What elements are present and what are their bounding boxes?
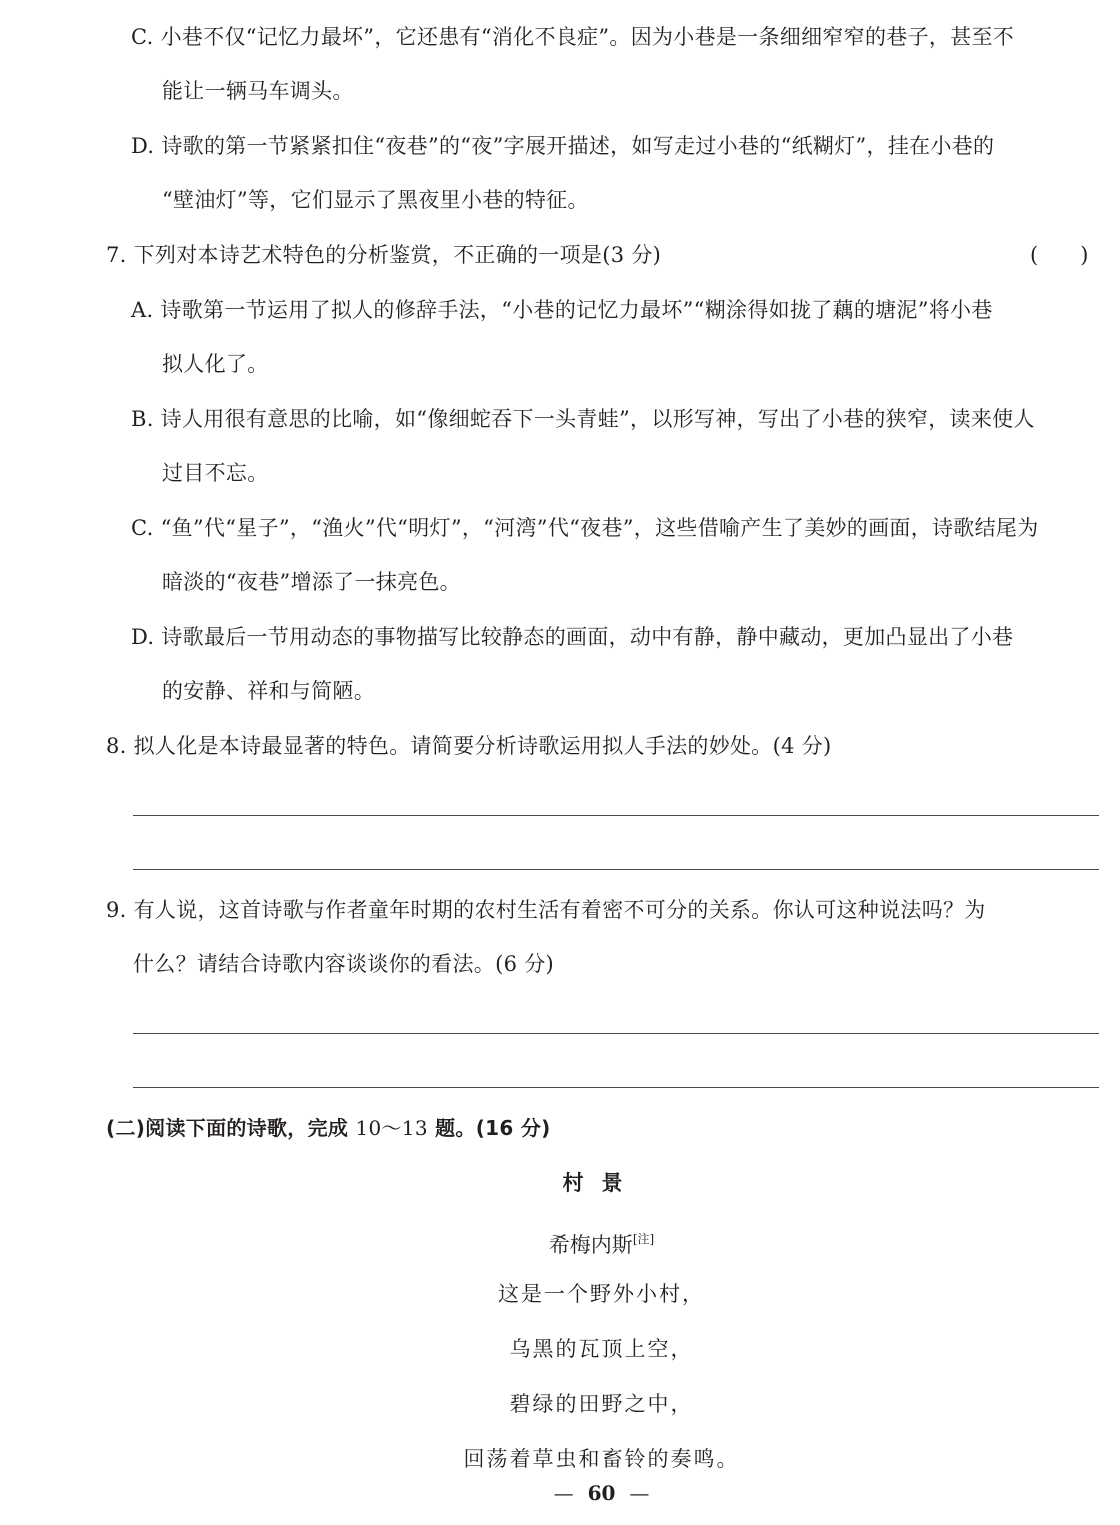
poem-author [0,1224,1120,1260]
q7-option-b-line2: 过目不忘。 [162,461,269,485]
section-2-prefix: (二)阅读下面的诗歌，完成 [106,1116,349,1140]
poem-line-2: 乌黑的瓦顶上空， [509,1337,694,1361]
q7-option-c-line2: 暗淡的“夜巷”增添了一抹亮色。 [162,570,461,594]
q7-option-a-line1: A. 诗歌第一节运用了拟人的修辞手法，“小巷的记忆力最坏”“糊涂得如拢了藕的塘泥”将小巷 [131,298,993,322]
q7-option-c-line1: C. “鱼”代“星子”，“渔火”代“明灯”，“河湾”代“夜巷”，这些借喻产生了美妙的画面，诗歌结尾为 [131,516,1039,540]
q8-stem: 8. 拟人化是本诗最显著的特色。请简要分析诗歌运用拟人手法的妙处。(4 分) [106,734,832,758]
q6-option-c-line1: C. 小巷不仅“记忆力最坏”，它还患有“消化不良症”。因为小巷是一条细细窄窄的巷子，甚至不 [131,25,1015,49]
q7-option-a-line2: 拟人化了。 [162,352,269,376]
q9-answer-line-2[interactable] [133,1087,1099,1088]
q8-answer-line-2[interactable] [133,869,1099,870]
q6-option-d-line1: D. 诗歌的第一节紧紧扣住“夜巷”的“夜”字展开描述，如写走过小巷的“纸糊灯”，挂在小巷的 [131,134,995,158]
poem-line-4: 回荡着草虫和畜铃的奏鸣。 [463,1447,740,1471]
poem-author-note[interactable]: [注] [632,1232,655,1246]
q6-option-c-line2: 能让一辆马车调头。 [162,79,354,103]
q7-option-d-line2: 的安静、祥和与简陋。 [162,679,375,703]
page-number: 60 [587,1481,616,1505]
poem-title: 村景 [562,1171,641,1195]
section-2-range: 10～13 [355,1116,428,1140]
page-number-dash-left: — [553,1481,574,1505]
page-number-dash-right: — [629,1481,650,1505]
page-number-footer [0,1481,1120,1505]
q7-option-d-line1: D. 诗歌最后一节用动态的事物描写比较静态的画面，动中有静，静中藏动，更加凸显出了小巷 [131,625,1014,649]
q7-option-b-line1: B. 诗人用很有意思的比喻，如“像细蛇吞下一头青蛙”，以形写神，写出了小巷的狭窄，读来使人 [131,407,1035,431]
q6-option-d-line2: “壁油灯”等，它们显示了黑夜里小巷的特征。 [162,188,589,212]
q8-answer-line-1[interactable] [133,815,1099,816]
q7-answer-paren: ( ) [1030,243,1089,267]
poem-line-1: 这是一个野外小村， [498,1282,705,1306]
q9-stem-line2: 什么？请结合诗歌内容谈谈你的看法。(6 分) [133,952,555,976]
section-2-suffix: 题。(16 分) [435,1116,551,1140]
q9-answer-line-1[interactable] [133,1033,1099,1034]
poem-line-3: 碧绿的田野之中， [509,1392,694,1416]
poem-author-name: 希梅内斯 [548,1233,633,1257]
q9-stem-line1: 9. 有人说，这首诗歌与作者童年时期的农村生活有着密不可分的关系。你认可这种说法吗？为 [106,898,986,922]
section-2-heading [106,1113,551,1143]
q7-stem: 7. 下列对本诗艺术特色的分析鉴赏，不正确的一项是(3 分) [106,243,662,267]
